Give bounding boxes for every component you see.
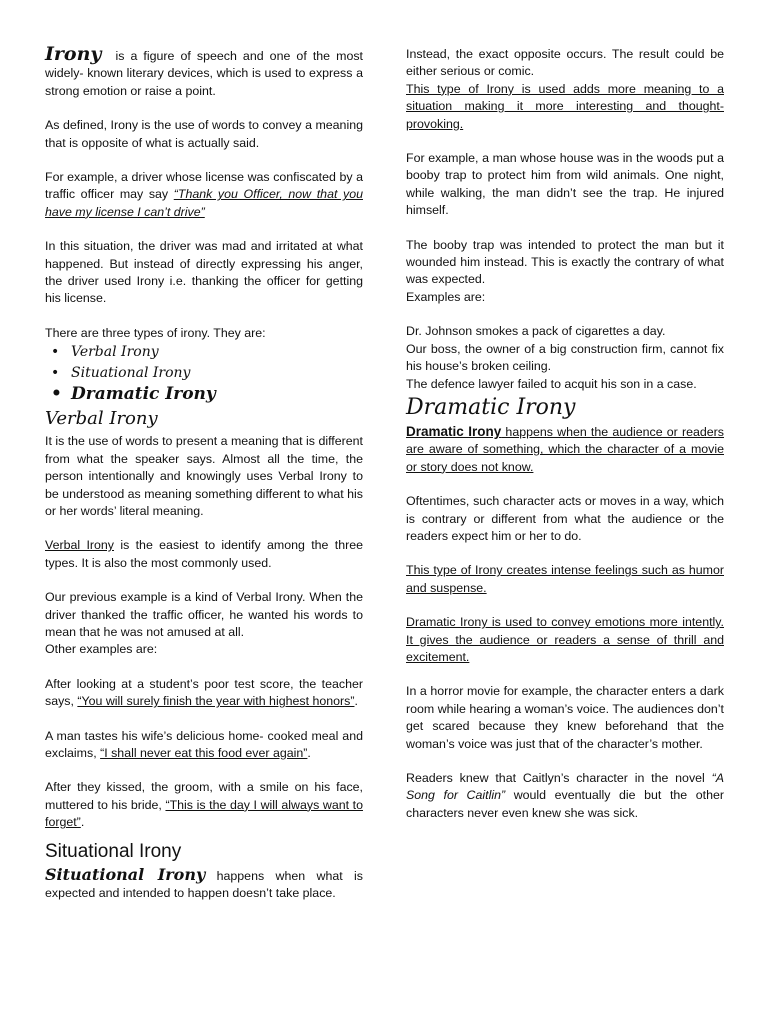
meaning-paragraph: This type of Irony is used adds more meaning to a situation making it more interesting and thought-provoking. [406, 81, 724, 131]
caitlyn-text: Readers knew that Caitlyn’s character in the novel [406, 771, 712, 785]
situational-definition-text: happens when what is expected and intended to happen doesn’t take place. [45, 868, 363, 900]
situational-irony-heading: Situational Irony [45, 840, 182, 862]
dramatic-definition-text: happens when the audience or readers are aware of something, which the character of a movie or story does not know. [406, 424, 724, 474]
caitlyn-paragraph [406, 770, 724, 822]
list-item: • Dramatic Irony [67, 384, 363, 405]
driver-example-paragraph [45, 169, 363, 221]
irony-types-list [45, 342, 363, 405]
convey-emotions-paragraph: Dramatic Irony is used to convey emotions more intently. It gives the audience or readers a sense of thrill and excitement. [406, 615, 724, 664]
verbal-easiest-paragraph [45, 537, 363, 572]
punctuation: . [307, 745, 311, 760]
teacher-example-text: After looking at a student’s poor test score, the teacher says, [45, 676, 363, 709]
list-item: • Verbal Irony [67, 342, 363, 363]
punctuation: . [80, 815, 85, 830]
dramatic-irony-lead: Dramatic Irony [406, 423, 502, 439]
example-boss: Our boss, the owner of a big construction firm, cannot fix his house’s broken ceiling. [406, 341, 724, 374]
right-column [406, 46, 724, 839]
driver-quote: “Thank you Officer, now that you have my license I can’t drive” [45, 187, 363, 219]
intro-text: is a figure of speech and one of the most widely- known literary devices, which is used to express a strong emotion or raise a point. [45, 49, 363, 98]
previous-example-paragraph: Our previous example is a kind of Verbal Irony. When the driver thanked the traffic officer, he wanted his words to mean that he was not amused at all. [45, 590, 363, 639]
horror-movie-paragraph: In a horror movie for example, the character enters a dark room while hearing a woman’s voice. The audiences don’t get scared because they knew beforehand that the woman’s voice was just that of the character’s mother. [406, 684, 724, 751]
driver-example-text: For example, a driver whose license was confiscated by a traffic officer may say [45, 170, 363, 202]
verbal-irony-heading: Verbal Irony [45, 408, 158, 430]
teacher-example-paragraph [45, 676, 363, 711]
groom-quote: “This is the day I will always want to forget” [45, 797, 363, 830]
irony-heading-word: Irony [45, 43, 102, 65]
other-examples-label: Other examples are: [45, 642, 158, 657]
novel-title: “A Song for Caitlin” [406, 771, 724, 803]
meal-example-text: A man tastes his wife’s delicious home- cooked meal and exclaims, [45, 728, 363, 760]
examples-label: Examples are: [406, 289, 486, 304]
situation-paragraph: In this situation, the driver was mad and irritated at what happened. But instead of directly expressing his anger, the driver used Irony i.e. thanking the officer for getting his license. [45, 239, 363, 306]
meal-example-paragraph [45, 728, 363, 763]
verbal-definition-paragraph: It is the use of words to present a meaning that is different from what the speaker says. Almost all the time, the person intentionally and knowingly uses Verbal Irony to be understood as meaning something different to what his or her words’ literal meaning. [45, 434, 363, 518]
booby-trap-explanation-paragraph: The booby trap was intended to protect the man but it wounded him instead. This is exactly the contrary of what was expected. [406, 237, 724, 287]
types-intro: There are three types of irony. They are: [45, 325, 266, 340]
teacher-quote: “You will surely finish the year with highest honors” [77, 694, 355, 709]
caitlyn-text-end: would eventually die but the other characters never even knew she was sick. [406, 788, 724, 820]
situational-definition-paragraph [45, 866, 363, 903]
left-column [45, 43, 364, 902]
intro-paragraph [45, 43, 363, 100]
dramatic-irony-heading: Dramatic Irony [406, 394, 576, 420]
example-johnson: Dr. Johnson smokes a pack of cigarettes a day. [406, 324, 666, 339]
groom-example-paragraph [45, 779, 363, 831]
punctuation: . [354, 694, 358, 709]
definition-paragraph: As defined, Irony is the use of words to convey a meaning that is opposite of what is actually said. [45, 118, 363, 150]
intense-feelings-paragraph: This type of Irony creates intense feelings such as humor and suspense. [406, 563, 724, 595]
list-item: • Situational Irony [67, 363, 363, 384]
situational-irony-lead: Situational Irony [45, 864, 206, 884]
verbal-easiest-text: is the easiest to identify among the three types. It is also the most commonly used. [45, 538, 364, 570]
example-lawyer: The defence lawyer failed to acquit his son in a case. [406, 376, 697, 391]
opposite-paragraph: Instead, the exact opposite occurs. The result could be either serious or comic. [406, 47, 724, 79]
dramatic-definition-paragraph [406, 423, 724, 476]
oftentimes-paragraph: Oftentimes, such character acts or moves in a way, which is contrary or different from what the audience or the readers expect him or her to do. [406, 494, 724, 543]
groom-example-text: After they kissed, the groom, with a smile on his face, muttered to his bride, [45, 780, 363, 812]
meal-quote: “I shall never eat this food ever again” [100, 745, 308, 760]
verbal-irony-link-text: Verbal Irony [45, 538, 115, 553]
booby-trap-example-paragraph: For example, a man whose house was in the woods put a booby trap to protect him from wild animals. One night, while walking, the man didn’t see the trap. He injured himself. [406, 151, 724, 218]
